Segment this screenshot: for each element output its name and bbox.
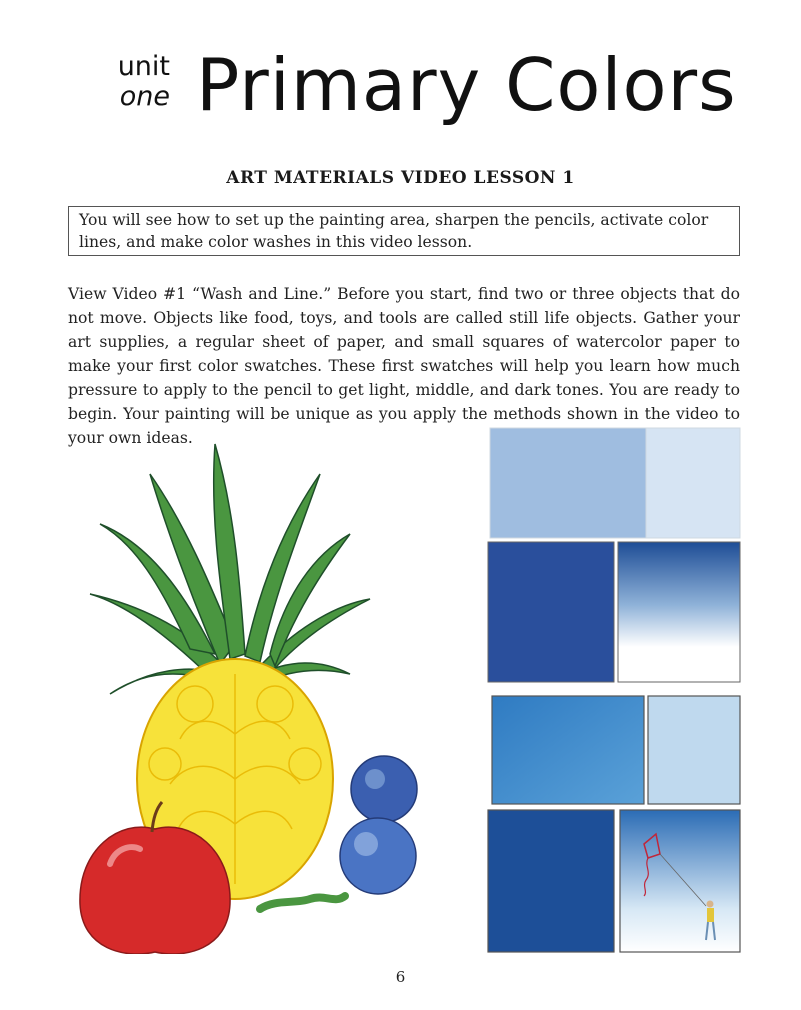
swatch-medium-wash (492, 696, 644, 804)
color-swatch-grid (484, 426, 746, 956)
swatch-dark-pencil (488, 542, 614, 682)
swatch-sky-scene (620, 810, 740, 952)
apple (80, 827, 230, 954)
figure-head (707, 901, 714, 908)
blueberry-bottom (340, 818, 416, 894)
swatch-light-wash (648, 696, 740, 804)
lesson-note-box: You will see how to set up the painting area, sharpen the pencils, activate color lines, and make color washes in this video lesson. (68, 206, 740, 256)
still-life-drawing (70, 434, 430, 954)
swatch-light-pencil (490, 428, 646, 538)
swatch-drawing (484, 426, 746, 956)
swatch-lightest-pencil (646, 428, 740, 538)
figure-body (707, 908, 714, 922)
intro-paragraph: View Video #1 “Wash and Line.” Before you start, find two or three objects that do not move. Objects like food, toys, and tools are called still life objects. Gather your art supplies, a regular sheet of paper, and small squares of watercolor paper to make your first color swatches. These first swatches will help you learn how much pressure to apply to the pencil to get light, middle, and dark tones. You are ready to begin. Your painting will be unique as you apply the methods shown in the video to your own ideas. (68, 285, 740, 447)
page-number: 6 (395, 968, 406, 986)
pineapple-leaves (90, 444, 370, 694)
unit-word: unit (117, 51, 170, 82)
unit-label (110, 52, 170, 112)
blueberry-top (351, 756, 417, 822)
unit-number-word: one (119, 81, 170, 112)
page-title: Primary Colors (196, 43, 737, 127)
blueberry-stems (260, 896, 345, 909)
swatch-tonal-pencil (618, 542, 740, 682)
still-life-illustration (70, 434, 430, 954)
swatch-dark-wash (488, 810, 614, 952)
section-heading: ART MATERIALS VIDEO LESSON 1 (226, 168, 575, 188)
page-header (110, 40, 750, 140)
